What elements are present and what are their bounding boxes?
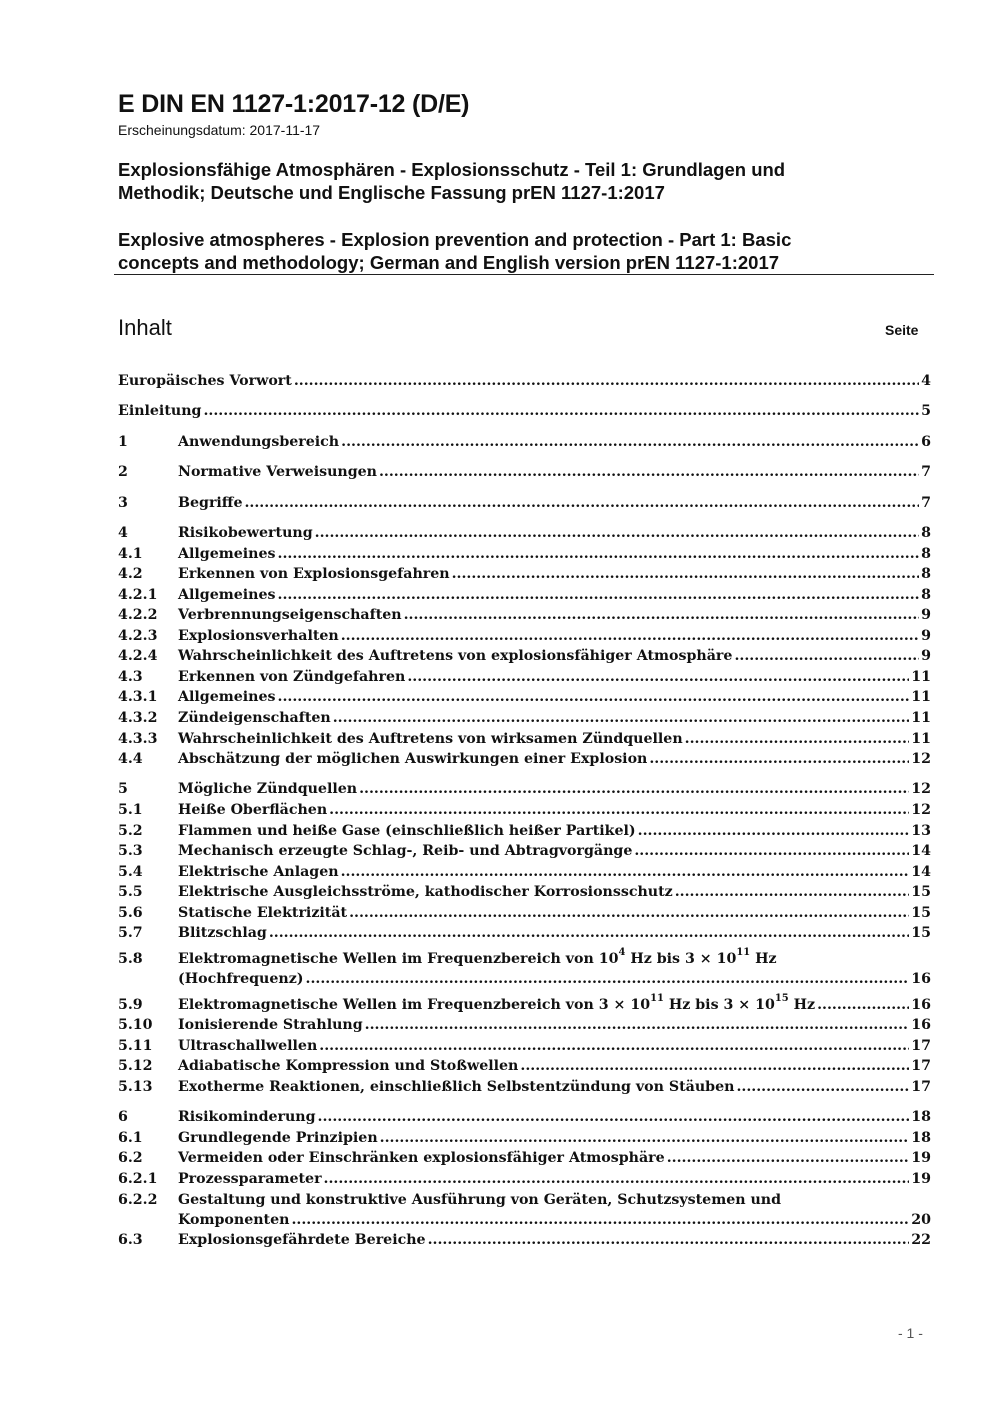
- toc-entry-page: 20: [911, 1212, 931, 1228]
- toc-leader-dots: [318, 1107, 910, 1127]
- toc-entry-title: Abschätzung der möglichen Auswirkungen einer Explosion: [178, 751, 648, 767]
- toc-entry-title: Zündeigenschaften: [178, 710, 331, 726]
- toc-leader-dots: [269, 923, 909, 943]
- toc-entry-page: 14: [911, 843, 931, 859]
- toc-leader-dots: [520, 1056, 909, 1076]
- toc-entry-page: 16: [911, 971, 931, 987]
- toc-leader-dots: [667, 1148, 910, 1168]
- toc-entry-page: 9: [921, 607, 931, 623]
- toc-entry-page: 18: [911, 1109, 931, 1125]
- toc-entry-page: 19: [911, 1150, 931, 1166]
- toc-leader-dots: [379, 462, 919, 482]
- toc-entry-title: Prozessparameter: [178, 1171, 322, 1187]
- toc-entry-page: 16: [911, 997, 931, 1013]
- toc-entry-page: 18: [911, 1130, 931, 1146]
- toc-entry-title: Europäisches Vorwort: [118, 373, 292, 389]
- table-of-contents: [118, 0, 931, 1403]
- toc-leader-dots: [319, 1036, 909, 1056]
- toc-entry-page: 15: [911, 905, 931, 921]
- toc-entry-title: Wahrscheinlichkeit des Auftretens von wirksamen Zündquellen: [178, 731, 683, 747]
- toc-entry-page: 9: [921, 628, 931, 644]
- toc-entry-page: 5: [921, 403, 931, 419]
- toc-entry-number: 4: [118, 525, 128, 541]
- toc-entry-title: Verbrennungseigenschaften: [178, 607, 402, 623]
- toc-entry-number: 4.3.2: [118, 710, 158, 726]
- toc-entry-title: Mechanisch erzeugte Schlag-, Reib- und Abtragvorgänge: [178, 843, 633, 859]
- toc-entry-page: 7: [921, 464, 931, 480]
- toc-entry-title: Elektrische Ausgleichsströme, kathodischer Korrosionsschutz: [178, 884, 673, 900]
- title-english-line-1: Explosive atmospheres - Explosion prevention and protection - Part 1: Basic: [118, 229, 792, 250]
- toc-entry-title: Wahrscheinlichkeit des Auftretens von explosionsfähiger Atmosphäre: [178, 648, 733, 664]
- toc-entry-page: 11: [911, 710, 931, 726]
- toc-entry-number: 4.3: [118, 669, 143, 685]
- toc-leader-dots: [675, 882, 910, 902]
- toc-entry-number: 4.2: [118, 566, 143, 582]
- toc-entry-number: 5.11: [118, 1038, 153, 1054]
- toc-entry-title: Risikobewertung: [178, 525, 313, 541]
- toc-leader-dots: [685, 729, 910, 749]
- toc-entry-page: 15: [911, 925, 931, 941]
- toc-leader-dots: [380, 1128, 910, 1148]
- toc-entry-number: 3: [118, 495, 128, 511]
- toc-leader-dots: [341, 626, 919, 646]
- toc-entry-title: Komponenten: [178, 1212, 290, 1228]
- toc-entry-title: Blitzschlag: [178, 925, 267, 941]
- toc-entry-page: 14: [911, 864, 931, 880]
- toc-entry-page: 11: [911, 669, 931, 685]
- toc-leader-dots: [291, 1210, 909, 1230]
- toc-leader-dots: [278, 687, 910, 707]
- title-german-line-1: Explosionsfähige Atmosphären - Explosionsschutz - Teil 1: Grundlagen und: [118, 159, 786, 180]
- toc-leader-dots: [649, 749, 909, 769]
- toc-entry-page: 17: [911, 1079, 931, 1095]
- toc-leader-dots: [203, 401, 919, 421]
- toc-leader-dots: [407, 667, 909, 687]
- toc-entry-page: 13: [911, 823, 931, 839]
- toc-entry-page: 7: [921, 495, 931, 511]
- toc-leader-dots: [365, 1015, 910, 1035]
- toc-entry-number: 4.3.1: [118, 689, 158, 705]
- toc-entry-title: Anwendungsbereich: [178, 434, 340, 450]
- toc-entry-number: 4.2.2: [118, 607, 158, 623]
- toc-page-column-label: Seite: [885, 322, 919, 338]
- toc-entry-page: 19: [911, 1171, 931, 1187]
- toc-entry-title: Ionisierende Strahlung: [178, 1017, 363, 1033]
- toc-entry-number: 4.3.3: [118, 731, 158, 747]
- toc-entry-title-line-1: Gestaltung und konstruktive Ausführung von Geräten, Schutzsystemen und: [178, 1192, 782, 1208]
- toc-entry-number: 5.4: [118, 864, 143, 880]
- toc-leader-dots: [359, 779, 909, 799]
- toc-leader-dots: [634, 841, 909, 861]
- toc-leader-dots: [244, 493, 919, 513]
- toc-entry-title: Mögliche Zündquellen: [178, 781, 358, 797]
- toc-leader-dots: [817, 995, 909, 1015]
- toc-leader-dots: [278, 585, 920, 605]
- document-id: E DIN EN 1127-1:2017-12 (D/E): [118, 90, 470, 118]
- toc-entry-number: 5.13: [118, 1079, 153, 1095]
- toc-entry-title: Flammen und heiße Gase (einschließlich heißer Partikel): [178, 823, 636, 839]
- toc-entry-number: 5.12: [118, 1058, 153, 1074]
- toc-entry-title: (Hochfrequenz): [178, 971, 304, 987]
- toc-entry-number: 5.3: [118, 843, 143, 859]
- toc-entry-page: 17: [911, 1038, 931, 1054]
- toc-entry-title-line-1: Elektromagnetische Wellen im Frequenzbereich von $10^4$ Hz bis $3 \times 10^{11}$ Hz: [178, 947, 777, 967]
- toc-entry-number: 5.6: [118, 905, 143, 921]
- toc-entry-title: Begriffe: [178, 495, 243, 511]
- toc-entry-title: Elektrische Anlagen: [178, 864, 339, 880]
- toc-entry-number: 5.10: [118, 1017, 153, 1033]
- toc-leader-dots: [294, 371, 919, 391]
- toc-entry-title: Heiße Oberflächen: [178, 802, 328, 818]
- toc-entry-number: 6.3: [118, 1232, 143, 1248]
- toc-entry-page: 12: [911, 802, 931, 818]
- toc-entry-page: 4: [921, 373, 931, 389]
- toc-entry-title: Ultraschallwellen: [178, 1038, 318, 1054]
- toc-entry-page: 11: [911, 689, 931, 705]
- toc-entry-number: 5.9: [118, 997, 143, 1013]
- toc-entry-page: 6: [921, 434, 931, 450]
- toc-entry-number: 4.1: [118, 546, 143, 562]
- toc-entry-number: 5: [118, 781, 128, 797]
- toc-leader-dots: [341, 432, 919, 452]
- toc-entry-title: Statische Elektrizität: [178, 905, 348, 921]
- toc-entry-title: Normative Verweisungen: [178, 464, 377, 480]
- toc-heading: Inhalt: [118, 315, 172, 340]
- toc-entry-title: Einleitung: [118, 403, 202, 419]
- toc-leader-dots: [638, 821, 910, 841]
- toc-entry-number: 6.1: [118, 1130, 143, 1146]
- toc-entry-title: Erkennen von Zündgefahren: [178, 669, 406, 685]
- toc-entry-title: Explosionsverhalten: [178, 628, 339, 644]
- toc-leader-dots: [341, 862, 910, 882]
- toc-entry-number: 6.2.1: [118, 1171, 158, 1187]
- toc-entry-number: 4.2.4: [118, 648, 158, 664]
- toc-leader-dots: [315, 523, 920, 543]
- toc-entry-page: 22: [911, 1232, 931, 1248]
- title-english-line-2: concepts and methodology; German and English version prEN 1127-1:2017: [118, 252, 780, 273]
- toc-leader-dots: [329, 800, 909, 820]
- toc-entry-number: 5.8: [118, 951, 143, 967]
- publication-date: Erscheinungsdatum: 2017-11-17: [118, 122, 321, 138]
- toc-entry-page: 8: [921, 525, 931, 541]
- toc-entry-title: Explosionsgefährdete Bereiche: [178, 1232, 426, 1248]
- toc-entry-number: 6.2.2: [118, 1192, 158, 1208]
- toc-entry-title: Vermeiden oder Einschränken explosionsfähiger Atmosphäre: [178, 1150, 665, 1166]
- toc-entry-number: 6.2: [118, 1150, 143, 1166]
- toc-entry-page: 12: [911, 781, 931, 797]
- toc-entry-number: 5.7: [118, 925, 143, 941]
- toc-entry-title: Adiabatische Kompression und Stoßwellen: [178, 1058, 519, 1074]
- toc-entry-title: Risikominderung: [178, 1109, 316, 1125]
- toc-entry-title: Grundlegende Prinzipien: [178, 1130, 378, 1146]
- toc-entry-page: 16: [911, 1017, 931, 1033]
- toc-leader-dots: [428, 1230, 910, 1250]
- toc-leader-dots: [306, 969, 910, 989]
- title-german-line-2: Methodik; Deutsche und Englische Fassung prEN 1127-1:2017: [118, 182, 665, 203]
- toc-entry-number: 1: [118, 434, 128, 450]
- toc-entry-page: 8: [921, 546, 931, 562]
- toc-entry-page: 8: [921, 587, 931, 603]
- toc-leader-dots: [404, 605, 920, 625]
- toc-leader-dots: [452, 564, 920, 584]
- toc-entry-title: Exotherme Reaktionen, einschließlich Selbstentzündung von Stäuben: [178, 1079, 735, 1095]
- toc-entry-number: 4.2.1: [118, 587, 158, 603]
- toc-entry-page: 15: [911, 884, 931, 900]
- toc-entry-page: 12: [911, 751, 931, 767]
- toc-entry-number: 5.5: [118, 884, 143, 900]
- toc-entry-page: 11: [911, 731, 931, 747]
- toc-entry-title: Erkennen von Explosionsgefahren: [178, 566, 450, 582]
- toc-entry-number: 4.2.3: [118, 628, 158, 644]
- toc-entry-number: 2: [118, 464, 128, 480]
- toc-leader-dots: [324, 1169, 910, 1189]
- toc-entry-title: Allgemeines: [178, 587, 276, 603]
- toc-entry-number: 5.1: [118, 802, 143, 818]
- toc-entry-number: 4.4: [118, 751, 143, 767]
- toc-entry-title: Allgemeines: [178, 546, 276, 562]
- toc-leader-dots: [278, 544, 920, 564]
- page-number: - 1 -: [898, 1325, 923, 1341]
- toc-entry-number: 6: [118, 1109, 128, 1125]
- toc-entry-page: 8: [921, 566, 931, 582]
- toc-leader-dots: [333, 708, 910, 728]
- toc-leader-dots: [736, 1077, 909, 1097]
- toc-entry-title: Elektromagnetische Wellen im Frequenzbereich von $3 \times 10^{11}$ Hz bis $3 \times 10^{15}$ Hz: [178, 993, 816, 1013]
- toc-entry-page: 9: [921, 648, 931, 664]
- toc-leader-dots: [349, 903, 909, 923]
- toc-entry-title: Allgemeines: [178, 689, 276, 705]
- toc-entry-number: 5.2: [118, 823, 143, 839]
- toc-leader-dots: [734, 646, 919, 666]
- toc-entry-page: 17: [911, 1058, 931, 1074]
